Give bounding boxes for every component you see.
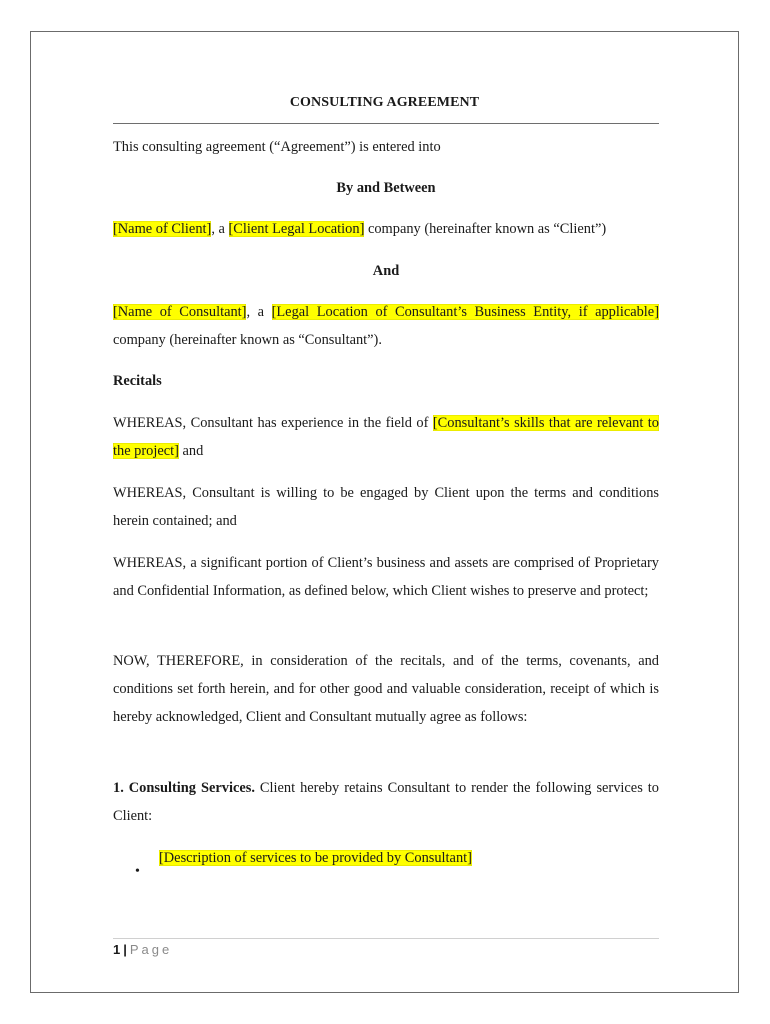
whereas-1-prefix: WHEREAS, Consultant has experience in the field of	[113, 415, 433, 431]
client-suffix: company (hereinafter known as “Client”)	[364, 221, 607, 237]
now-therefore-paragraph: NOW, THEREFORE, in consideration of the recitals, and of the terms, covenants, and conditions set forth herein, and for other good and valuable consideration, receipt of which is hereby acknowledged, Client and Consultant mutually agree as follows:	[113, 653, 659, 725]
whereas-1-suffix: and	[178, 443, 204, 459]
bullet-dot-icon: •	[135, 864, 140, 879]
and-heading: And	[372, 263, 400, 279]
consultant-location-placeholder[interactable]: [Legal Location of Consultant’s Business Entity, if applicable]	[271, 304, 659, 320]
services-placeholder[interactable]: [Description of services to be provided by Consultant]	[159, 850, 472, 866]
consultant-separator: , a	[246, 304, 272, 320]
section-1-paragraph	[113, 774, 659, 830]
page-footer	[113, 941, 172, 959]
whereas-1-paragraph	[113, 409, 659, 465]
recitals-heading: Recitals	[113, 373, 162, 389]
skills-placeholder[interactable]: [Consultant’s skills that are relevant to the project]	[113, 415, 660, 459]
bullet-item	[159, 844, 659, 872]
client-name-placeholder[interactable]: [Name of Client]	[113, 221, 212, 237]
title-divider	[113, 123, 659, 124]
consultant-paragraph	[113, 298, 659, 354]
whereas-3-paragraph: WHEREAS, a significant portion of Client’s business and assets are comprised of Proprietary and Confidential Information, as defined below, which Client wishes to preserve and protect;	[113, 555, 659, 599]
document-title: CONSULTING AGREEMENT	[289, 95, 480, 110]
section-1-heading: 1. Consulting Services.	[113, 780, 255, 796]
footer-divider	[113, 938, 659, 939]
intro-paragraph: This consulting agreement (“Agreement”) is entered into	[113, 139, 441, 155]
client-separator: , a	[211, 221, 229, 237]
by-and-between-heading: By and Between	[336, 180, 436, 196]
client-location-placeholder[interactable]: [Client Legal Location]	[228, 221, 365, 237]
whereas-2-paragraph: WHEREAS, Consultant is willing to be engaged by Client upon the terms and conditions herein contained; and	[113, 485, 659, 529]
footer-separator: |	[123, 942, 127, 957]
page-label: Page	[129, 942, 173, 957]
consultant-suffix: company (hereinafter known as “Consultant”).	[113, 332, 382, 348]
document-page	[30, 31, 739, 993]
page-number: 1	[113, 942, 121, 957]
section-1-text: Client hereby retains Consultant to render the following services to Client:	[113, 780, 659, 824]
client-paragraph	[113, 215, 659, 243]
consultant-name-placeholder[interactable]: [Name of Consultant]	[113, 304, 247, 320]
